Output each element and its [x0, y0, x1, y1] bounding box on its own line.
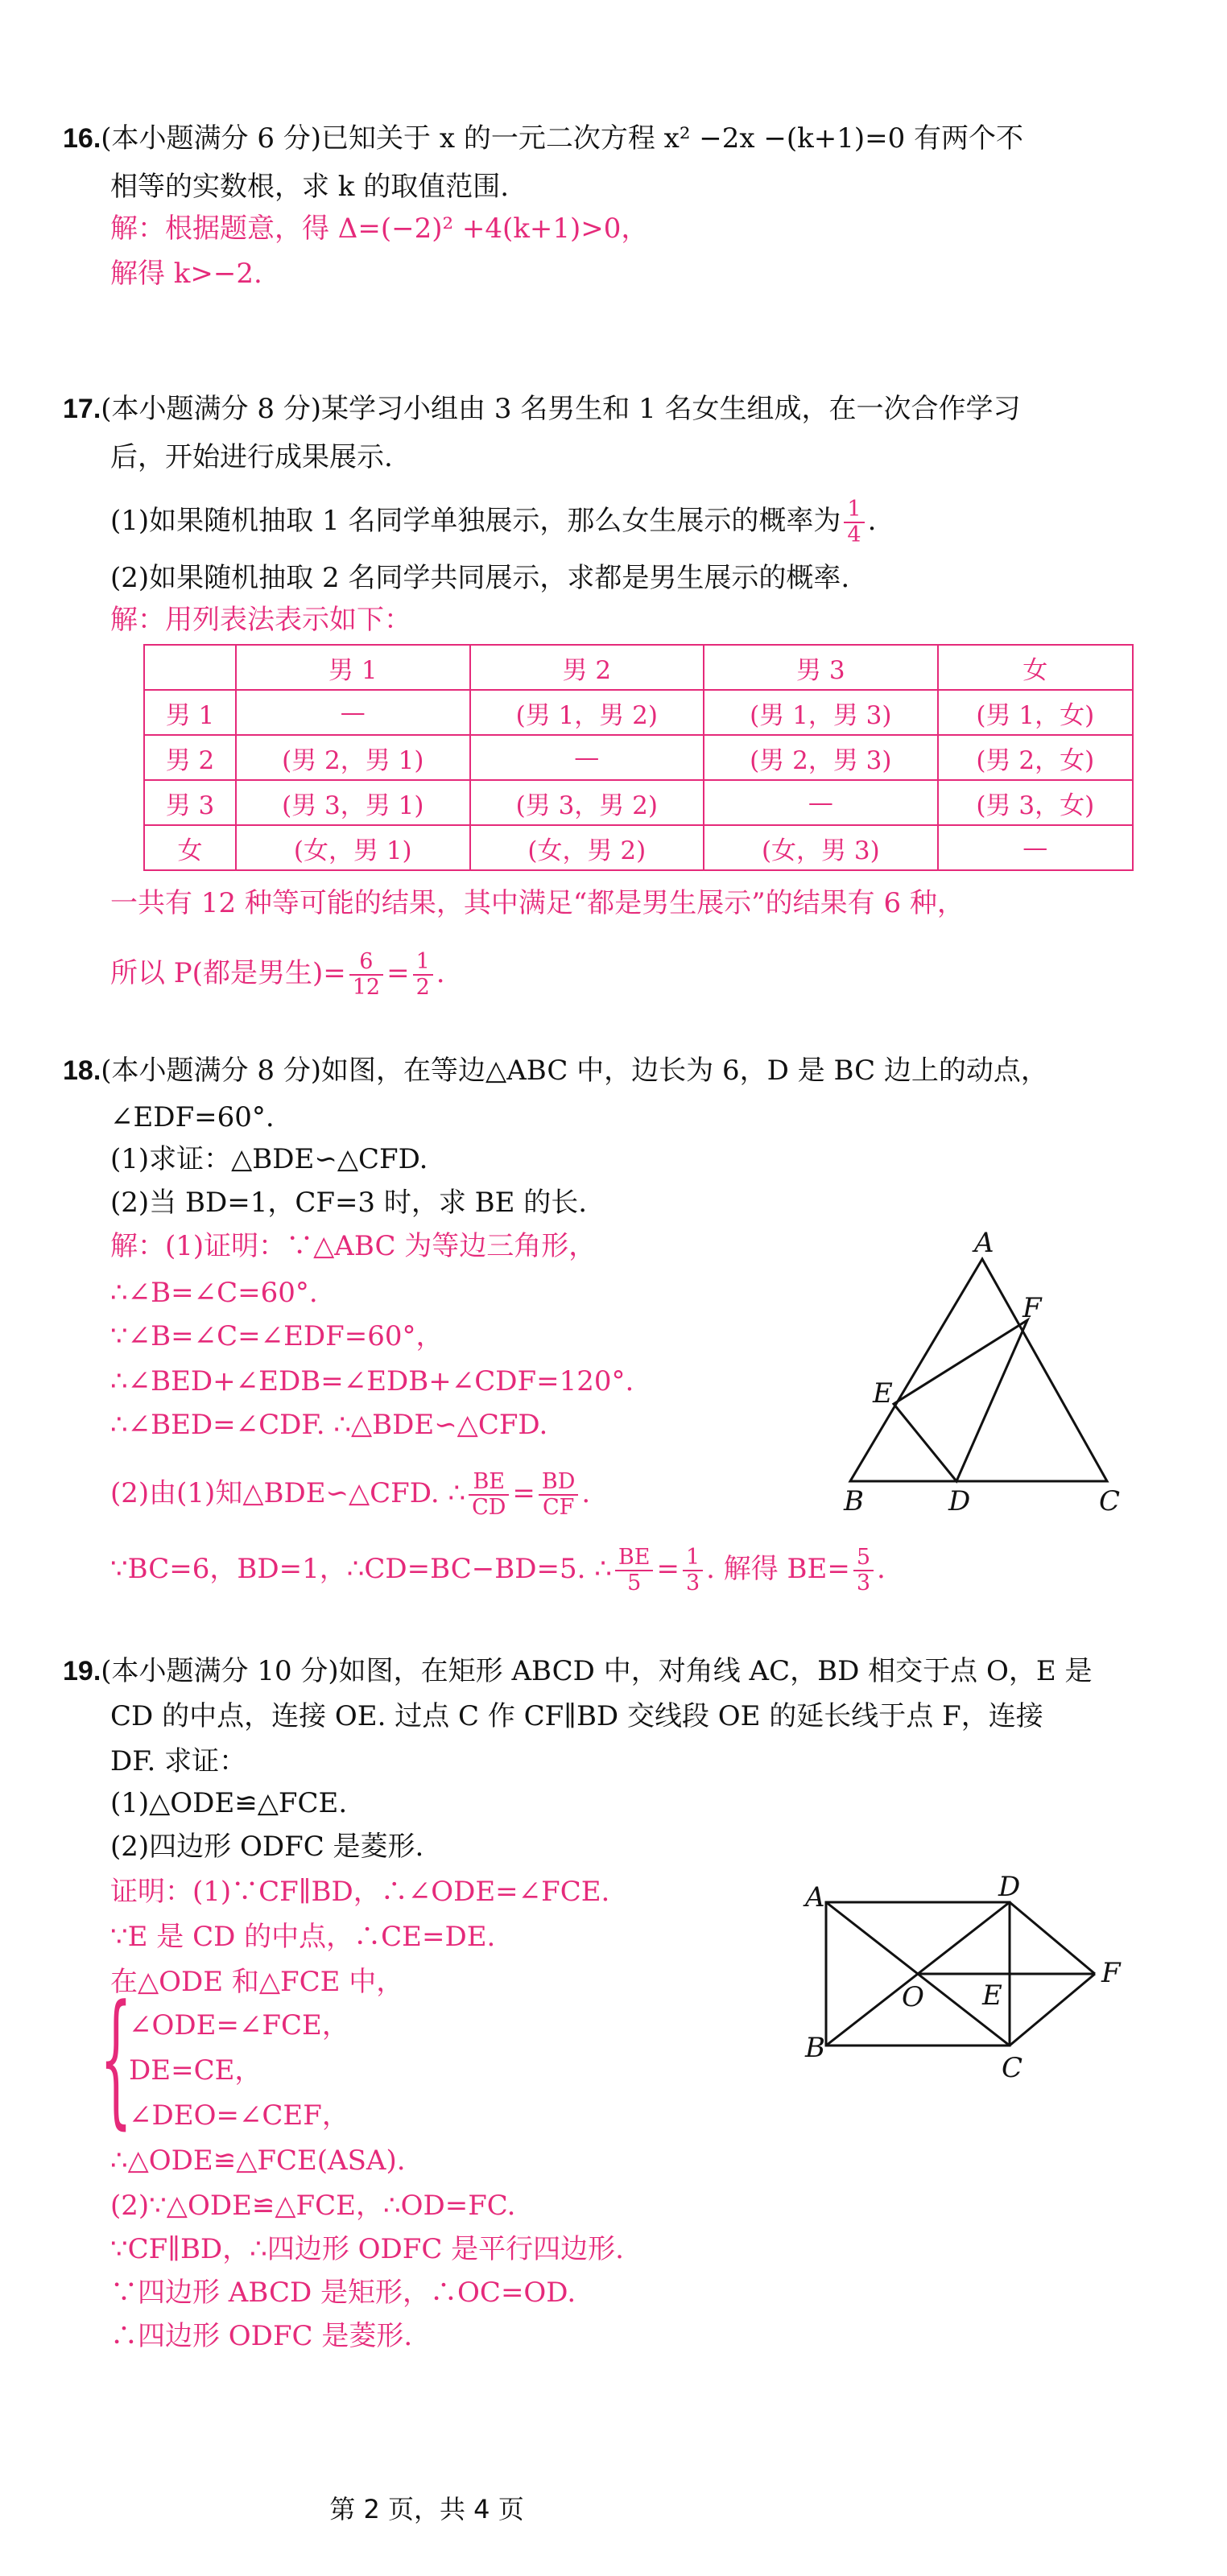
- point-d-label: D: [948, 1485, 971, 1517]
- q19-solution-line3: 在△ODE 和△FCE 中，: [110, 1966, 404, 1998]
- q19-solution-line1: 证明：(1)∵CF∥BD，∴∠ODE=∠FCE.: [110, 1876, 610, 1908]
- q18-solution-line6: (2)由(1)知△BDE∽△CFD. ∴ $\frac{BE}{CD}$ = $\frac{BD}{CF}$ .: [110, 1469, 591, 1520]
- q18-number: 18.: [63, 1055, 101, 1086]
- q17-solution-line1: 一共有 12 种等可能的结果，其中满足“都是男生展示”的结果有 6 种，: [110, 887, 965, 919]
- q19-line3: DF. 求证：: [110, 1745, 247, 1777]
- table-header-cell: 男 1: [236, 645, 470, 690]
- q18-solution-line3: ∵∠B=∠C=∠EDF=60°，: [110, 1320, 444, 1352]
- table-cell: —: [470, 735, 704, 780]
- table-cell: (男 1，男 3): [704, 690, 938, 735]
- q19-number: 19.: [63, 1656, 101, 1686]
- q19-system-line2: DE=CE，: [129, 2054, 262, 2087]
- q18-part1: (1)求证：△BDE∽△CFD.: [110, 1143, 428, 1175]
- fraction-1-2: $\frac{1}{2}$: [413, 950, 433, 1000]
- q17-solution-intro: 解：用列表法表示如下：: [110, 604, 411, 636]
- q17-line1: 17.(本小题满分 8 分)某学习小组由 3 名男生和 1 名女生组成，在一次合作学习: [63, 393, 1021, 425]
- table-header-cell: 男 2: [470, 645, 704, 690]
- q18-line1: 18.(本小题满分 8 分)如图，在等边△ABC 中，边长为 6，D 是 BC 边上的动点，: [63, 1055, 1048, 1087]
- point-d-label: D: [998, 1871, 1021, 1903]
- q19-part2: (2)四边形 ODFC 是菱形.: [110, 1831, 424, 1863]
- q17-solution-line2: 所以 P(都是男生)= $\frac{6}{12}$ = $\frac{1}{2}$ .: [110, 949, 445, 1000]
- q18-solution-line2: ∴∠B=∠C=60°.: [110, 1277, 318, 1309]
- point-c-label: C: [1002, 2052, 1023, 2084]
- table-row-label: 男 3: [144, 780, 236, 825]
- q19-solution-line7: ∵四边形 ABCD 是矩形，∴OC=OD.: [110, 2277, 576, 2309]
- q19-solution-line2: ∵E 是 CD 的中点，∴CE=DE.: [110, 1921, 496, 1953]
- q18-solution-line5: ∴∠BED=∠CDF. ∴△BDE∽△CFD.: [110, 1409, 548, 1441]
- q18-solution-line1: 解：(1)证明：∵△ABC 为等边三角形，: [110, 1230, 597, 1262]
- q18-line2: ∠EDF=60°.: [110, 1101, 275, 1133]
- point-c-label: C: [1099, 1485, 1121, 1517]
- table-cell: —: [938, 825, 1133, 870]
- q16-number: 16.: [63, 123, 101, 154]
- q17-number: 17.: [63, 394, 101, 424]
- table-cell: (女，男 1): [236, 825, 470, 870]
- fraction-1-3: $\frac{1}{3}$: [683, 1546, 703, 1596]
- q19-line1: 19.(本小题满分 10 分)如图，在矩形 ABCD 中，对角线 AC，BD 相交于点 O，E 是: [63, 1655, 1093, 1687]
- table-row-label: 男 2: [144, 735, 236, 780]
- system-brace: {: [100, 1975, 133, 2143]
- point-f-label: F: [1022, 1292, 1042, 1324]
- triangle-edf: [894, 1320, 1027, 1481]
- q19-solution-line4: ∴△ODE≌△FCE(ASA).: [110, 2145, 406, 2177]
- point-e-label: E: [873, 1377, 893, 1410]
- table-cell: (女，男 2): [470, 825, 704, 870]
- q17-answer-fraction: $\frac{1}{4}$: [844, 497, 864, 547]
- fraction-be-cd: $\frac{BE}{CD}$: [469, 1470, 509, 1520]
- q16-solution-line1: 解：根据题意，得 Δ=(−2)² +4(k+1)>0，: [110, 213, 649, 245]
- q17-line2: 后，开始进行成果展示.: [110, 441, 393, 473]
- table-cell: (男 3，男 1): [236, 780, 470, 825]
- table-cell: —: [704, 780, 938, 825]
- fraction-be-5: $\frac{BE}{5}$: [615, 1546, 654, 1596]
- q19-part1: (1)△ODE≌△FCE.: [110, 1787, 348, 1819]
- table-row-label: 男 1: [144, 690, 236, 735]
- point-a-label: A: [974, 1227, 994, 1259]
- point-b-label: B: [805, 2032, 825, 2064]
- point-f-label: F: [1101, 1957, 1121, 1989]
- table-cell: (男 3，男 2): [470, 780, 704, 825]
- q19-system-line3: ∠DEO=∠CEF，: [129, 2099, 349, 2132]
- table-cell: (男 2，女): [938, 735, 1133, 780]
- table-cell: (男 1，男 2): [470, 690, 704, 735]
- q19-system-line1: ∠ODE=∠FCE，: [129, 2009, 349, 2041]
- point-a-label: A: [805, 1881, 825, 1913]
- table-cell: (男 3，女): [938, 780, 1133, 825]
- point-b-label: B: [844, 1485, 864, 1517]
- q19-line2: CD 的中点，连接 OE. 过点 C 作 CF∥BD 交线段 OE 的延长线于点 F，连接: [110, 1700, 1043, 1732]
- table-header-cell: 男 3: [704, 645, 938, 690]
- q16-line2: 相等的实数根，求 k 的取值范围.: [110, 171, 510, 203]
- q17-part2: (2)如果随机抽取 2 名同学共同展示，求都是男生展示的概率.: [110, 562, 850, 594]
- q18-solution-line7: ∵BC=6，BD=1，∴CD=BC−BD=5. ∴ $\frac{BE}{5}$ = $\frac{1}{3}$ . 解得 BE= $\frac{5}{3}$ .: [110, 1545, 886, 1596]
- q19-solution-line8: ∴四边形 ODFC 是菱形.: [110, 2320, 413, 2352]
- table-cell: (女，男 3): [704, 825, 938, 870]
- triangle-abc: [850, 1259, 1107, 1481]
- fraction-bd-cf: $\frac{BD}{CF}$: [539, 1470, 579, 1520]
- q16-line1: 16.(本小题满分 6 分)已知关于 x 的一元二次方程 x² −2x −(k+1)=0 有两个不: [63, 122, 1024, 155]
- q16-solution-line2: 解得 k>−2.: [110, 258, 262, 290]
- q18-solution-line4: ∴∠BED+∠EDB=∠EDB+∠CDF=120°.: [110, 1365, 634, 1397]
- q19-solution-line5: (2)∵△ODE≌△FCE，∴OD=FC.: [110, 2190, 516, 2222]
- table-cell: —: [236, 690, 470, 735]
- table-cell: (男 2，男 1): [236, 735, 470, 780]
- point-e-label: E: [982, 1979, 1002, 2012]
- fraction-6-12: $\frac{6}{12}$: [349, 950, 383, 1000]
- page-footer: 第 2 页，共 4 页: [329, 2494, 524, 2524]
- fraction-5-3: $\frac{5}{3}$: [853, 1546, 874, 1596]
- q19-solution-line6: ∵CF∥BD，∴四边形 ODFC 是平行四边形.: [110, 2233, 624, 2265]
- point-o-label: O: [902, 1981, 924, 2013]
- table-row-label: 女: [144, 825, 236, 870]
- table-cell: (男 2，男 3): [704, 735, 938, 780]
- q18-part2: (2)当 BD=1，CF=3 时，求 BE 的长.: [110, 1187, 588, 1219]
- table-header-cell: 女: [938, 645, 1133, 690]
- table-cell: (男 1，女): [938, 690, 1133, 735]
- q17-part1: (1)如果随机抽取 1 名同学单独展示，那么女生展示的概率为 $\frac{1}{4}$ .: [110, 497, 877, 547]
